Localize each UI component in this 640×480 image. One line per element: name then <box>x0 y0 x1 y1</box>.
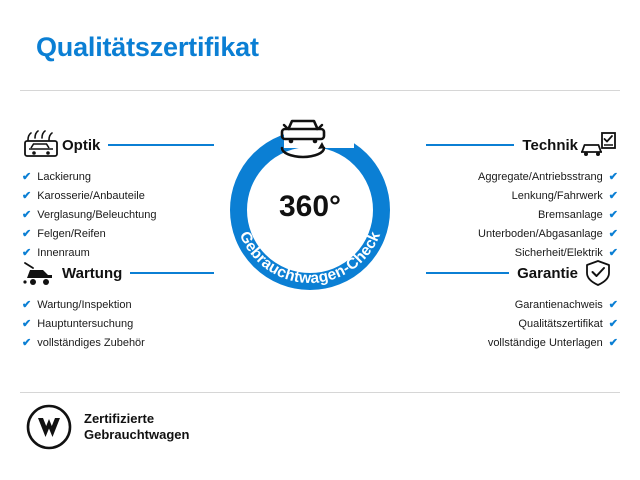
page-title: Qualitätszertifikat <box>36 32 259 62</box>
list-item-label: Innenraum <box>37 247 90 259</box>
list-item <box>418 334 618 353</box>
list-item-label: Bremsanlage <box>537 209 603 221</box>
section-technik <box>418 128 618 263</box>
section-technik-list <box>418 168 618 263</box>
footer-brand-line1: Zertifizierte <box>84 411 155 426</box>
car-front-rotate-icon <box>270 108 354 160</box>
check-icon: ✔ <box>608 318 618 330</box>
check-icon: ✔ <box>22 337 32 349</box>
list-item-label: vollständige Unterlagen <box>487 337 603 349</box>
footer-divider <box>20 392 620 393</box>
check-icon: ✔ <box>608 299 618 311</box>
list-item-label: Felgen/Reifen <box>37 228 106 240</box>
footer-brand-text <box>84 411 189 443</box>
list-item <box>418 187 618 206</box>
title-divider <box>20 90 620 91</box>
list-item <box>418 168 618 187</box>
list-item-label: Aggregate/Antriebsstrang <box>478 171 603 183</box>
check-icon: ✔ <box>608 228 618 240</box>
section-wartung-rule <box>130 272 214 274</box>
section-technik-header <box>418 128 618 162</box>
badge-arc-text: Gebrauchtwagen-Check <box>235 228 385 288</box>
car-wash-icon <box>22 130 62 160</box>
list-item <box>418 206 618 225</box>
check-icon: ✔ <box>608 209 618 221</box>
list-item <box>22 296 222 315</box>
section-technik-title: Technik <box>522 136 578 154</box>
section-wartung-list <box>22 296 222 353</box>
section-garantie-rule <box>426 272 509 274</box>
list-item <box>22 315 222 334</box>
list-item <box>22 168 222 187</box>
check-icon: ✔ <box>22 299 32 311</box>
list-item <box>22 206 222 225</box>
section-garantie-title: Garantie <box>517 264 578 282</box>
list-item-label: Hauptuntersuchung <box>37 318 134 330</box>
car-checklist-icon <box>578 130 618 160</box>
check-icon: ✔ <box>608 337 618 349</box>
check-icon: ✔ <box>608 171 618 183</box>
section-technik-rule <box>426 144 514 146</box>
list-item <box>418 225 618 244</box>
list-item-label: vollständiges Zubehör <box>37 337 145 349</box>
section-optik-list <box>22 168 222 263</box>
badge-degrees: 360° <box>278 190 342 223</box>
list-item-label: Karosserie/Anbauteile <box>37 190 145 202</box>
badge-360-check <box>222 112 418 308</box>
section-optik-rule <box>108 144 214 146</box>
check-icon: ✔ <box>22 228 32 240</box>
section-optik <box>22 128 222 263</box>
footer-brand <box>26 404 189 450</box>
car-lift-icon <box>22 258 62 288</box>
check-icon: ✔ <box>608 190 618 202</box>
list-item-label: Sicherheit/Elektrik <box>514 247 603 259</box>
list-item <box>22 187 222 206</box>
check-icon: ✔ <box>22 190 32 202</box>
section-garantie-list <box>418 296 618 353</box>
list-item-label: Garantienachweis <box>514 299 603 311</box>
section-wartung-title: Wartung <box>62 264 123 282</box>
check-icon: ✔ <box>608 247 618 259</box>
list-item <box>22 225 222 244</box>
vw-logo <box>26 404 72 450</box>
check-icon: ✔ <box>22 247 32 259</box>
list-item <box>22 334 222 353</box>
check-icon: ✔ <box>22 209 32 221</box>
list-item <box>418 296 618 315</box>
section-garantie-header <box>418 256 618 290</box>
shield-check-icon <box>578 258 618 288</box>
section-wartung-header <box>22 256 222 290</box>
list-item <box>418 315 618 334</box>
list-item-label: Qualitätszertifikat <box>518 318 603 330</box>
list-item-label: Unterboden/Abgasanlage <box>478 228 603 240</box>
check-icon: ✔ <box>22 171 32 183</box>
list-item-label: Verglasung/Beleuchtung <box>37 209 157 221</box>
list-item-label: Wartung/Inspektion <box>37 299 132 311</box>
section-optik-header <box>22 128 222 162</box>
section-wartung <box>22 256 222 353</box>
footer-brand-line2: Gebrauchtwagen <box>84 427 190 442</box>
section-garantie <box>418 256 618 353</box>
list-item-label: Lackierung <box>37 171 92 183</box>
check-icon: ✔ <box>22 318 32 330</box>
list-item-label: Lenkung/Fahrwerk <box>511 190 603 202</box>
section-optik-title: Optik <box>62 136 101 154</box>
